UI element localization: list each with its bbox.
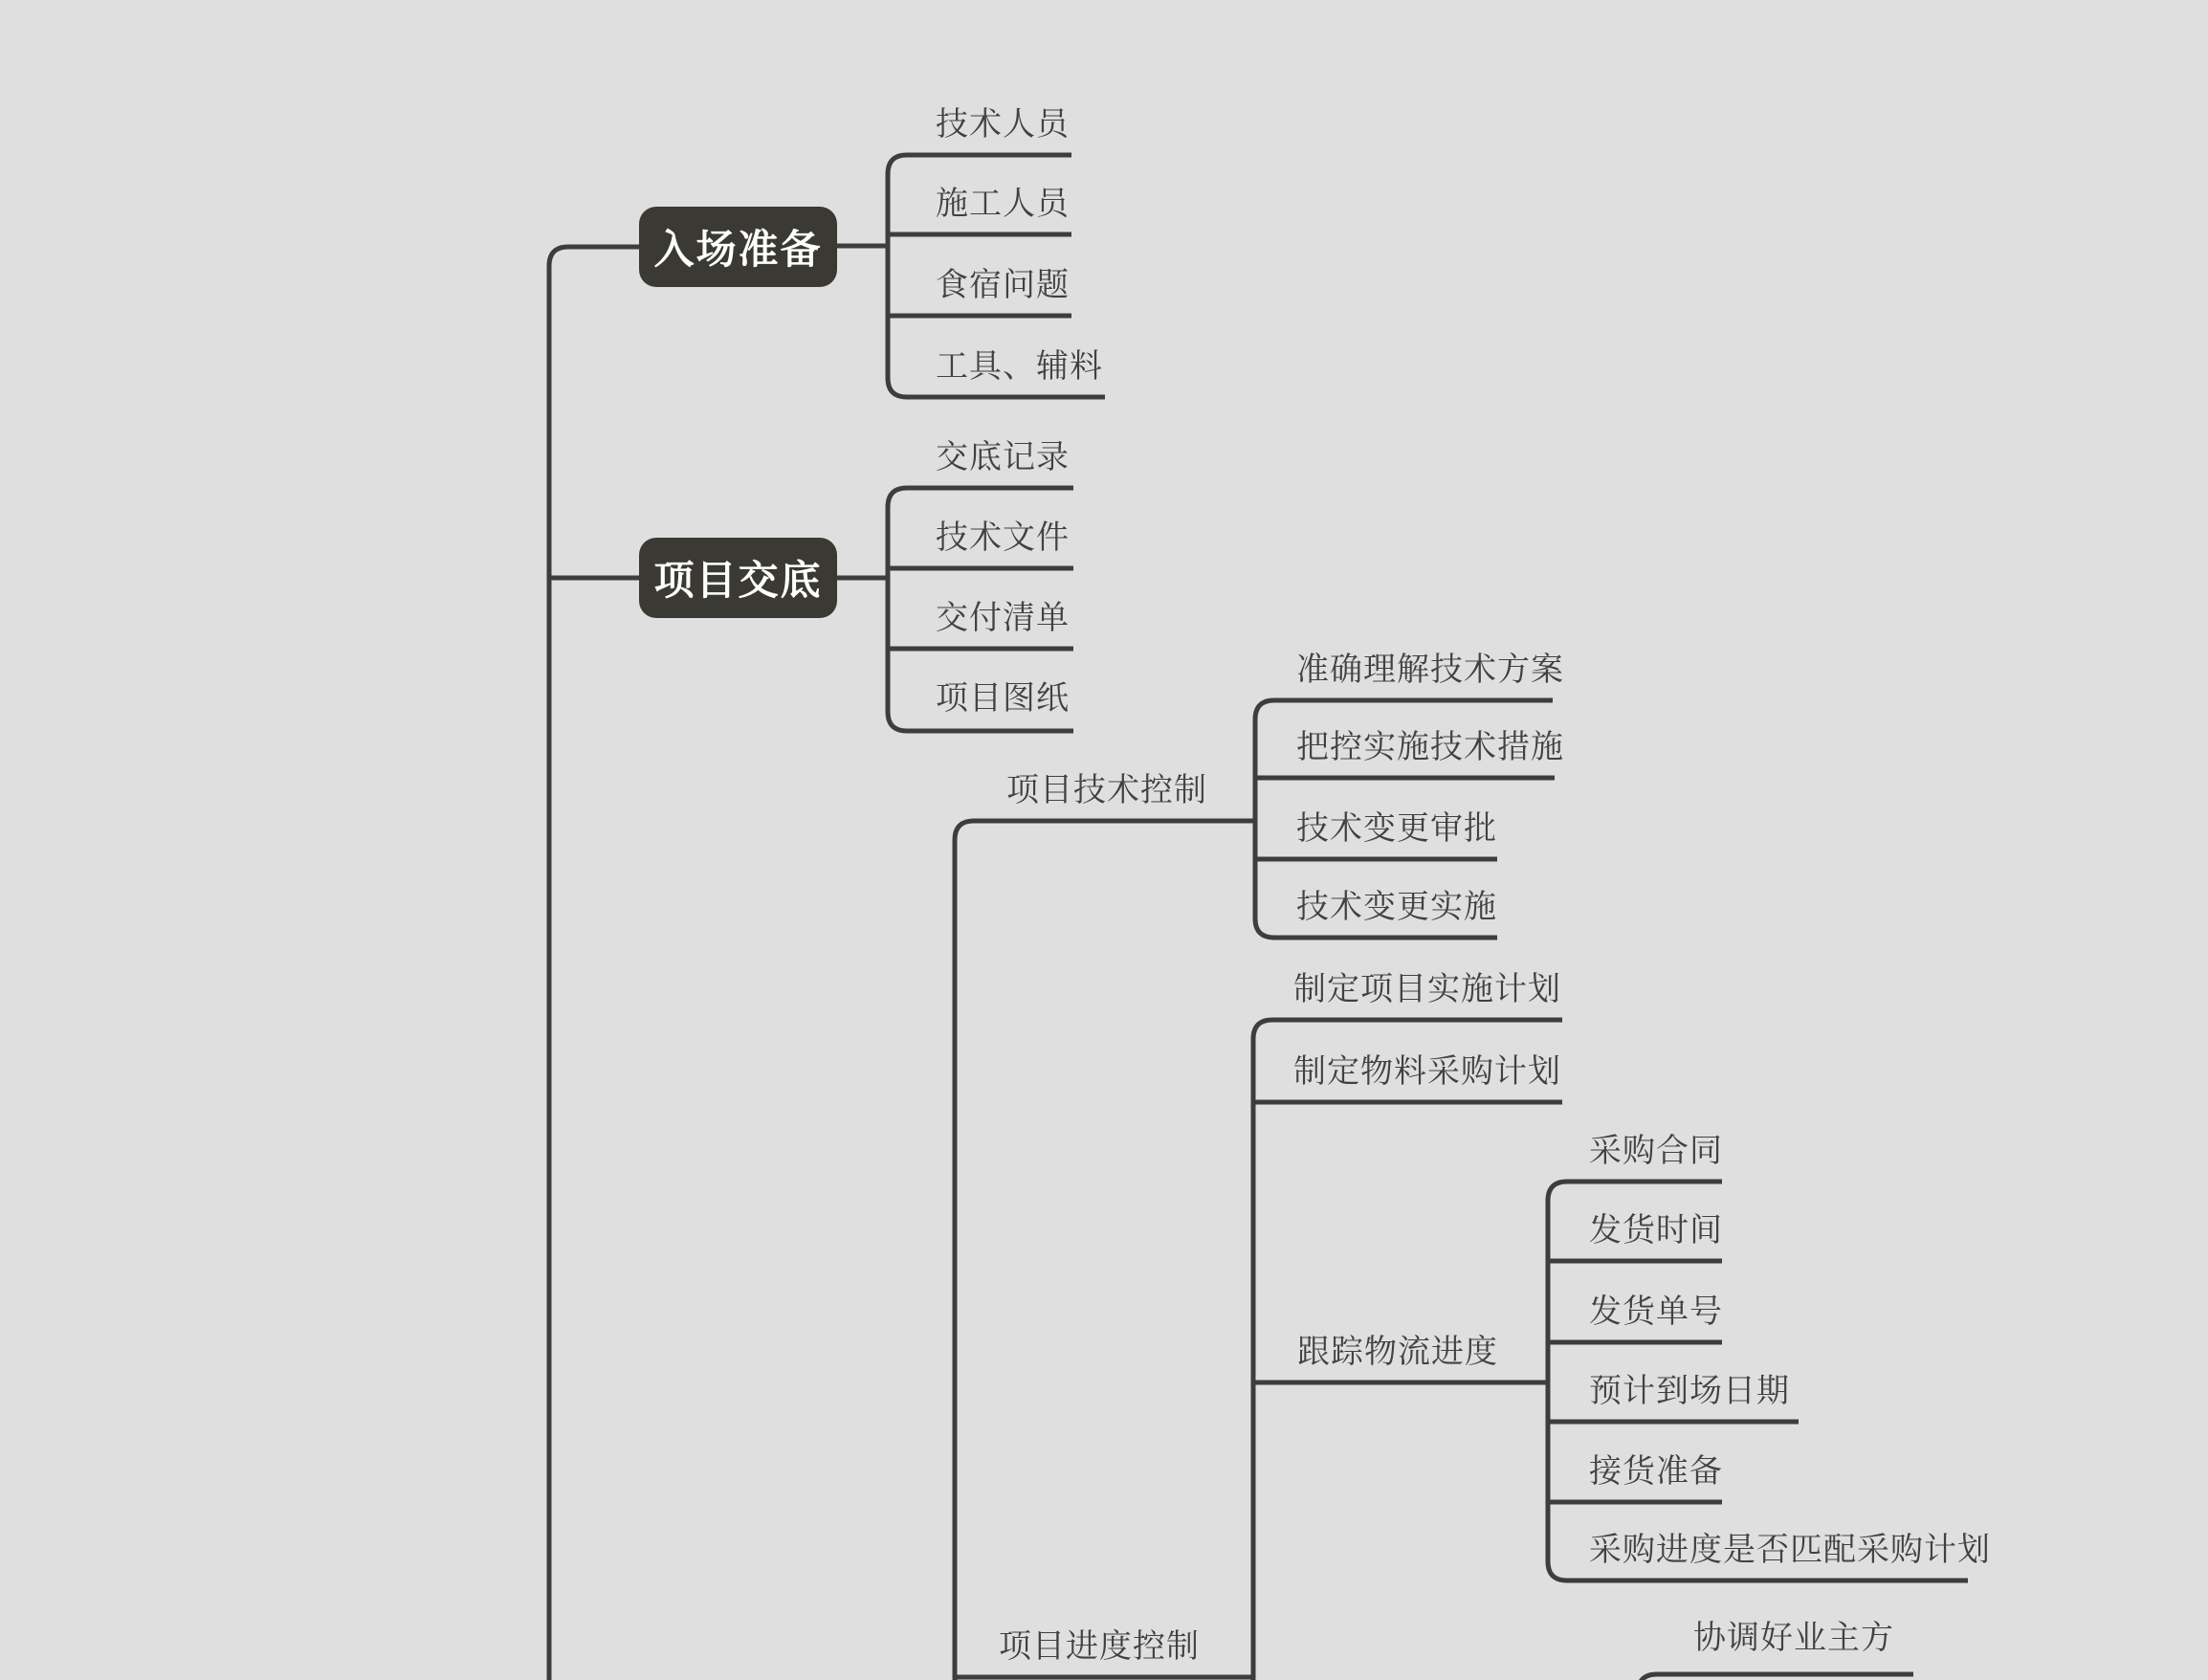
node-purchase-contract[interactable]: 采购合同 [1589, 1133, 1723, 1169]
node-construction-personnel[interactable]: 施工人员 [936, 186, 1070, 222]
node-coordinate-owner[interactable]: 协调好业主方 [1693, 1620, 1894, 1656]
node-technical-control[interactable]: 项目技术控制 [1006, 772, 1207, 808]
node-shipping-number[interactable]: 发货单号 [1589, 1293, 1723, 1330]
node-delivery-list[interactable]: 交付清单 [936, 600, 1070, 636]
node-technical-documents[interactable]: 技术文件 [936, 519, 1070, 556]
node-project-briefing[interactable] [639, 538, 837, 618]
node-logistics-tracking[interactable]: 跟踪物流进度 [1297, 1334, 1498, 1370]
node-shipping-time[interactable]: 发货时间 [1589, 1212, 1723, 1249]
node-understand-technical-plan[interactable]: 准确理解技术方案 [1296, 652, 1564, 688]
node-schedule-control[interactable]: 项目进度控制 [999, 1628, 1200, 1665]
node-briefing-record[interactable]: 交底记录 [936, 439, 1070, 475]
node-procurement-plan[interactable]: 制定物料采购计划 [1293, 1053, 1561, 1090]
node-expected-arrival-date[interactable]: 预计到场日期 [1589, 1373, 1790, 1409]
node-technical-personnel[interactable]: 技术人员 [936, 106, 1070, 143]
node-accommodation[interactable]: 食宿问题 [936, 267, 1070, 303]
node-entry-preparation-label: 入场准备 [653, 227, 823, 272]
node-control-technical-measures[interactable]: 把控实施技术措施 [1296, 729, 1564, 765]
node-project-briefing-label: 项目交底 [653, 558, 823, 603]
node-implementation-plan[interactable]: 制定项目实施计划 [1293, 971, 1561, 1007]
node-change-implementation[interactable]: 技术变更实施 [1296, 889, 1497, 925]
node-receiving-preparation[interactable]: 接货准备 [1589, 1453, 1723, 1490]
node-procurement-vs-plan[interactable]: 采购进度是否匹配采购计划 [1589, 1532, 1991, 1568]
node-change-approval[interactable]: 技术变更审批 [1296, 810, 1497, 847]
node-entry-preparation[interactable] [639, 207, 837, 287]
node-tools-materials[interactable]: 工具、辅料 [936, 348, 1103, 385]
node-project-drawings[interactable]: 项目图纸 [936, 680, 1070, 717]
